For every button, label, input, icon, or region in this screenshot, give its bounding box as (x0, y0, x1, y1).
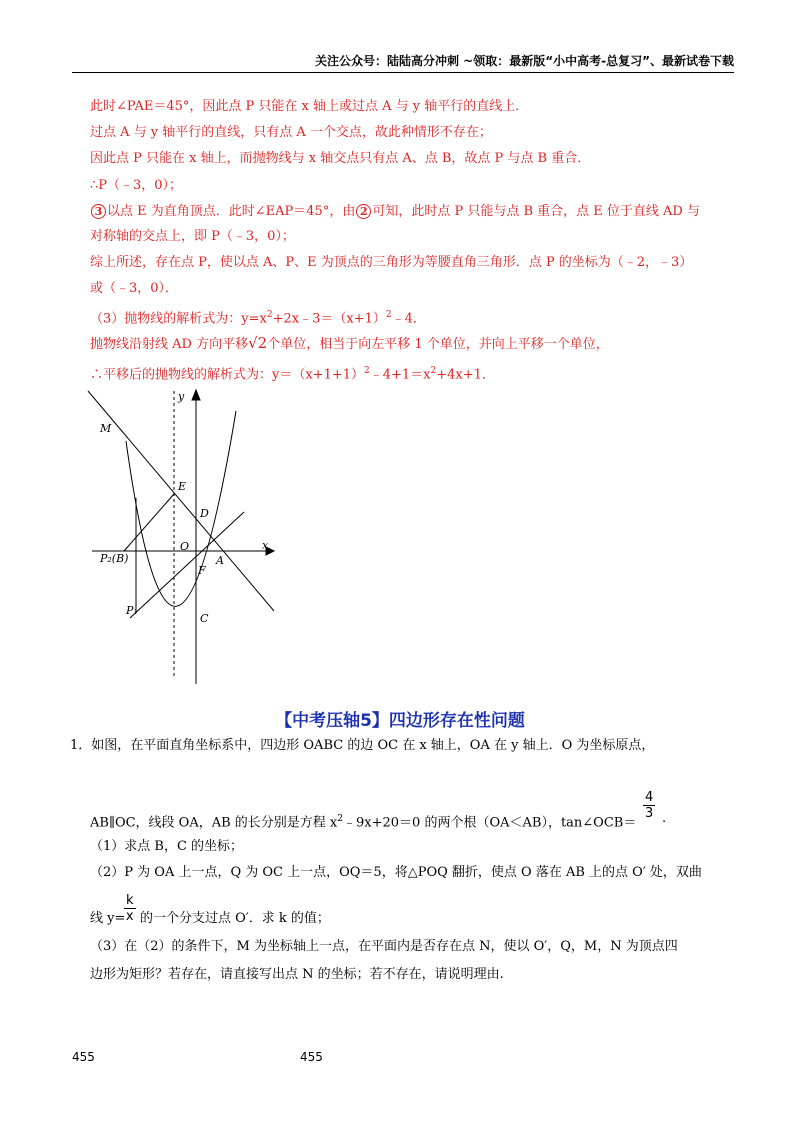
parabola (126, 411, 236, 606)
problem-line-6: （3）在（2）的条件下，M 为坐标轴上一点，在平面内是否存在点 N，使以 O′，Q，M，N 为顶点四 (90, 939, 678, 954)
fraction-k-x (124, 893, 136, 924)
problem-line-4: （2）P 为 OA 上一点，Q 为 OC 上一点，OQ＝5，将△POQ 翻折，使点 O 落在 AB 上的点 O′ 处，双曲 (90, 865, 702, 880)
parabola-figure (86, 386, 286, 686)
label-m: M (100, 422, 112, 435)
solution-line-8: 或（﹣3，0）． (90, 281, 179, 296)
eq-part: ∴平移后的抛物线的解析式为：y＝（x+1+1） (90, 367, 365, 383)
line-p1a (130, 512, 244, 618)
solution-line-3: 因此点 P 只能在 x 轴上，而抛物线与 x 轴交点只有点 A、点 B，故点 P 与点 B 重合． (90, 151, 591, 166)
label-a: A (216, 554, 224, 567)
eq-sup: 2 (364, 366, 370, 376)
text-part: AB∥OC，线段 OA，AB 的长分别是方程 x (90, 815, 338, 831)
y-axis-arrow (192, 390, 200, 400)
problem-line-7: 边形为矩形？若存在，请直接写出点 N 的坐标；若不存在，请说明理由. (90, 967, 504, 982)
solution-line-10 (90, 334, 609, 354)
eq-sup: 2 (266, 310, 273, 320)
circled-number-2: 2 (356, 204, 371, 219)
problem-line-2-end: . (662, 811, 667, 826)
solution-line-4: ∴P（﹣3，0）； (90, 178, 183, 193)
problem-line-3: （1）求点 B，C 的坐标； (90, 839, 244, 854)
page-number-left: 455 (72, 1050, 95, 1064)
solution-line-5a: 以点 E 为直角顶点．此时∠EAP＝45°，由 (107, 204, 356, 219)
solution-line-5 (90, 203, 700, 221)
eq-sup: 2 (337, 814, 344, 824)
label-e: E (178, 480, 187, 493)
fraction-numerator: k (126, 893, 134, 908)
text-part: 线 y= (90, 911, 126, 926)
line-md (88, 391, 274, 611)
solution-line-1: 此时∠PAE＝45°，因此点 P 只能在 x 轴上或过点 A 与 y 轴平行的直线上． (90, 99, 529, 114)
eq-part: ﹣4+1＝x (369, 367, 431, 383)
eq-part: +2x﹣3＝（x+1） (272, 311, 386, 327)
label-o: O (180, 540, 190, 553)
label-y: y (178, 390, 185, 403)
label-p2b: P₂(B) (100, 552, 129, 565)
fraction-denominator: 3 (645, 806, 654, 821)
label-f: F (198, 564, 206, 577)
problem-line-5 (90, 910, 125, 928)
solution-line-9 (90, 306, 426, 328)
section-title: 【中考压轴5】四边形存在性问题 (275, 711, 525, 731)
eq-sup: 2 (430, 366, 437, 376)
problem-line-2 (90, 810, 636, 832)
eq-part: （3）抛物线的解析式为：y=x (90, 311, 267, 327)
problem-line-5-end: 的一个分支过点 O′．求 k 的值； (140, 911, 330, 926)
circled-number-3: 3 (91, 204, 106, 219)
solution-line-7: 综上所述，存在点 P，使以点 A、P、E 为顶点的三角形为等腰直角三角形．点 P 的坐标为（﹣2，﹣3） (90, 255, 693, 270)
sqrt-two: √2 (248, 334, 268, 352)
page-number-center: 455 (300, 1050, 323, 1064)
fraction-numerator: 4 (645, 790, 654, 805)
problem-line-1: 1．如图，在平面直角坐标系中，四边形 OABC 的边 OC 在 x 轴上，OA 在 y 轴上．O 为坐标原点， (70, 738, 655, 753)
page-header: 关注公众号：陆陆高分冲刺 ~领取：最新版“小中高考-总复习”、最新试卷下载 (72, 54, 734, 73)
solution-line-11 (90, 362, 495, 384)
label-d: D (200, 507, 209, 520)
label-c: C (200, 612, 209, 625)
fraction-4-3 (643, 790, 655, 821)
text-part: 个单位，相当于向左平移 1 个单位，并向上平移一个单位， (267, 337, 609, 352)
label-x: x (262, 539, 269, 552)
solution-line-6: 对称轴的交点上，即 P（﹣3，0）； (90, 229, 295, 244)
solution-line-5b: 可知，此时点 P 只能与点 B 重合，点 E 位于直线 AD 与 (372, 204, 700, 219)
label-p1: P₁ (126, 604, 138, 617)
eq-part: +4x+1． (436, 367, 495, 383)
solution-line-2: 过点 A 与 y 轴平行的直线，只有点 A 一个交点，故此种情形不存在； (90, 125, 492, 140)
eq-part: ﹣4． (391, 311, 426, 327)
line-be (124, 494, 174, 551)
text-part: ﹣9x+20＝0 的两个根（OA＜AB），tan∠OCB＝ (343, 815, 637, 831)
fraction-denominator: x (125, 909, 134, 924)
text-part: 抛物线沿射线 AD 方向平移 (90, 337, 249, 352)
eq-sup: 2 (385, 310, 392, 320)
